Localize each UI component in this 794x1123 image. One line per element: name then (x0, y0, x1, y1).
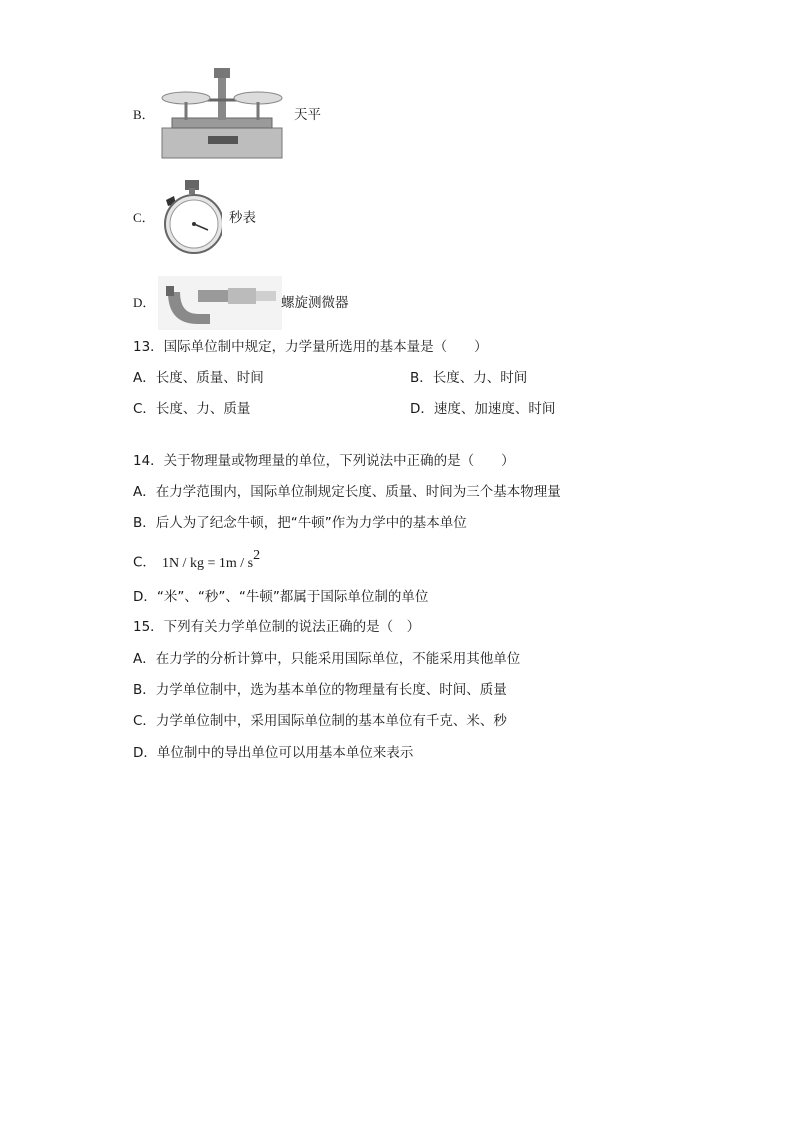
option-caption-c: 秒表 (229, 210, 256, 226)
stopwatch-icon (162, 178, 222, 256)
q13-stem: 13．国际单位制中规定，力学量所选用的基本量是（ ） (133, 339, 488, 355)
q14-option-d: D．“米”、“秒”、“牛顿”都属于国际单位制的单位 (133, 589, 429, 605)
q14-option-c-formula: 1N / kg = 1m / s (161, 555, 254, 571)
q13-option-b: B．长度、力、时间 (410, 370, 528, 386)
option-label-d: D． (133, 295, 156, 310)
q13-option-d: D．速度、加速度、时间 (410, 401, 556, 417)
q15-stem: 15．下列有关力学单位制的说法正确的是（ ） (133, 619, 421, 635)
q13-option-c: C．长度、力、质量 (133, 401, 251, 417)
option-label-c: C． (133, 210, 155, 225)
q14-option-a: A．在力学范围内，国际单位制规定长度、质量、时间为三个基本物理量 (133, 484, 561, 500)
option-caption-b: 天平 (294, 107, 321, 123)
q14-stem: 14．关于物理量或物理量的单位，下列说法中正确的是（ ） (133, 453, 515, 469)
option-label-b: B． (133, 107, 155, 122)
micrometer-icon (158, 276, 282, 330)
q13-option-a: A．长度、质量、时间 (133, 370, 264, 386)
q14-option-c-exponent: 2 (253, 548, 261, 563)
q14-option-c-label: C． (133, 554, 156, 571)
q14-option-c (133, 549, 260, 573)
q15-option-b: B．力学单位制中，选为基本单位的物理量有长度、时间、质量 (133, 682, 507, 698)
q15-option-c: C．力学单位制中，采用国际单位制的基本单位有千克、米、秒 (133, 713, 507, 729)
q15-option-a: A．在力学的分析计算中，只能采用国际单位，不能采用其他单位 (133, 651, 521, 667)
q14-option-b: B．后人为了纪念牛顿，把“牛顿”作为力学中的基本单位 (133, 515, 467, 531)
option-caption-d: 螺旋测微器 (281, 295, 349, 311)
balance-scale-icon (158, 66, 286, 160)
q15-option-d: D．单位制中的导出单位可以用基本单位来表示 (133, 745, 414, 761)
